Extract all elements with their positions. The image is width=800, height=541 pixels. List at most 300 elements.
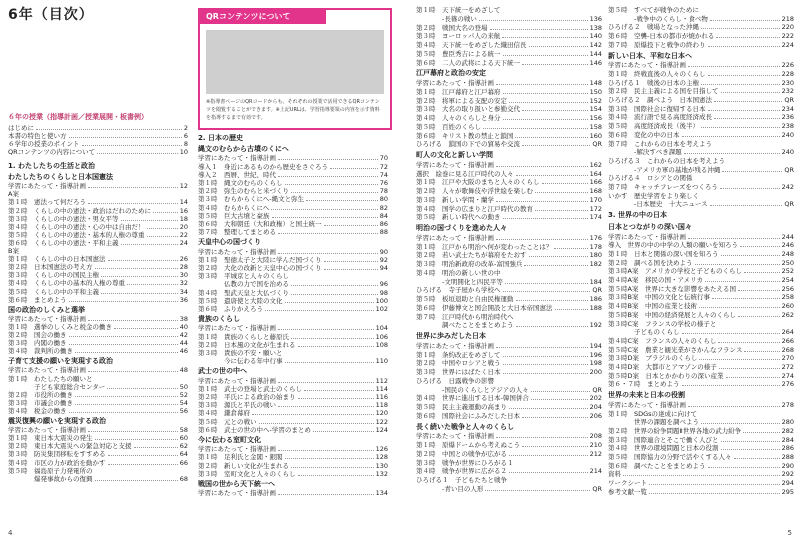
toc-entry-page: 28 — [179, 263, 188, 272]
toc-entry — [416, 24, 602, 32]
toc-entry — [198, 385, 388, 393]
toc-entry-page: 2 — [183, 124, 188, 132]
toc-entry — [416, 105, 602, 113]
leader-dots — [714, 113, 780, 119]
toc-entry — [8, 223, 188, 231]
toc-entry-title: ひろげる 寺子屋から学校へ — [416, 286, 501, 295]
toc-entry-title: 第５時D案 日本とかかわりの深い産業 — [608, 371, 724, 380]
toc-entry — [608, 285, 794, 293]
toc-entry-title: 第３時 大名の取り扱いと参勤交代 — [416, 105, 520, 114]
toc-entry-title: 第５時A案 世界に大きな影響をあたえる国 — [608, 284, 736, 293]
toc-entry-page: 54 — [179, 398, 188, 407]
toc-entry — [198, 163, 388, 171]
toc-entry-page: 162 — [589, 160, 602, 169]
toc-entry — [608, 259, 794, 267]
leader-dots — [259, 418, 374, 424]
toc-entry — [416, 170, 602, 178]
toc-entry-title: 第４時 裁判所の働き — [8, 347, 73, 356]
toc-entry — [608, 192, 794, 200]
leader-dots — [535, 205, 588, 211]
toc-entry-title: 第６時 国際社会にふみだした日本 — [416, 411, 520, 420]
toc-entry-title: 学習にあたって・指導計画 — [198, 445, 276, 454]
toc-entry — [416, 377, 602, 385]
leader-dots — [649, 488, 780, 494]
toc-entry-title: 第２時 戦国大名の登場 — [416, 23, 488, 32]
leader-dots — [682, 328, 780, 334]
toc-entry — [608, 6, 794, 14]
leader-dots — [285, 453, 374, 459]
leader-dots — [522, 140, 590, 146]
toc-entry-page: 176 — [589, 233, 602, 242]
toc-entry — [416, 450, 602, 458]
toc-entry-page: 168 — [589, 187, 602, 195]
leader-dots — [101, 271, 178, 277]
toc-entry-title: 第６時 まとめよう — [8, 295, 67, 304]
toc-entry-page: 196 — [589, 350, 602, 359]
toc-entry — [198, 341, 388, 349]
toc-entry-title: 第２時 若い武士たちが幕府をたおす — [416, 251, 527, 260]
toc-entry-page: 36 — [179, 295, 188, 304]
toc-entry — [8, 323, 188, 331]
toc-entry — [8, 263, 188, 271]
toc-entry-title: 第３時 平城京と人々のくらし — [198, 272, 289, 281]
toc-entry — [416, 234, 602, 242]
leader-dots — [271, 204, 377, 210]
toc-entry-page: 160 — [589, 131, 602, 140]
toc-entry-page: 294 — [781, 479, 794, 488]
toc-entry — [608, 293, 794, 301]
leader-dots — [95, 475, 178, 481]
leader-dots — [291, 280, 378, 286]
toc-entry-page: 90 — [379, 247, 388, 256]
toc-entry — [608, 96, 794, 104]
toc-entry — [8, 434, 188, 442]
qr-box-title: QRコンテンツについて — [200, 10, 326, 24]
leader-dots — [291, 333, 374, 339]
leader-dots — [699, 302, 780, 308]
toc-entry-title: 第１時 貴族のくらしと藤原氏 — [198, 332, 289, 341]
leader-dots — [522, 441, 588, 447]
toc-entry-page: 108 — [375, 340, 388, 349]
section-heading: 天皇中心の国づくり — [198, 238, 261, 247]
toc-entry-title: 本書の特色と使い方 — [8, 132, 67, 140]
leader-dots — [291, 187, 378, 193]
toc-entry — [608, 444, 794, 452]
toc-entry-title: 第２時 国会の働き — [8, 331, 67, 339]
toc-entry-title: 第５時 新しい時代への動き — [416, 213, 501, 222]
toc-entry-page: 252 — [781, 267, 794, 276]
toc-entry-page: 204 — [589, 403, 602, 411]
toc-entry-page: 222 — [781, 32, 794, 41]
toc-entry — [8, 407, 188, 415]
toc-entry — [608, 401, 794, 409]
toc-entry — [416, 123, 602, 131]
leader-dots — [278, 445, 374, 451]
toc-entry-page: 208 — [589, 432, 602, 441]
leader-dots — [542, 178, 588, 184]
toc-entry-page: 10 — [179, 148, 188, 156]
leader-dots — [721, 436, 780, 442]
toc-entry — [198, 409, 388, 417]
toc-entry-title: 爆発事故からの復興 — [8, 474, 93, 483]
toc-entry-page: 130 — [375, 461, 388, 470]
leader-dots — [108, 255, 178, 261]
leader-dots — [298, 393, 374, 399]
toc-entry-page: 158 — [589, 122, 602, 131]
toc-entry-title: 第４時A案 移民の国・アメリカ — [608, 276, 703, 284]
toc-entry — [416, 304, 602, 312]
toc-entry-title: 第３時 貴族の不安・願いと — [198, 349, 283, 357]
toc-entry-title: 第２時 調べる国を決めよう — [608, 258, 693, 267]
leader-dots — [688, 401, 780, 407]
toc-entry — [416, 114, 602, 122]
leader-dots — [716, 32, 779, 38]
page-number-left: 4 — [8, 529, 13, 537]
toc-entry — [8, 215, 188, 223]
toc-entry — [416, 394, 602, 402]
leader-dots — [509, 467, 588, 473]
section-heading: 明治の国づくりを進めた人々 — [416, 224, 507, 232]
leader-dots — [278, 489, 374, 495]
toc-entry-page: 262 — [781, 310, 794, 319]
section-heading: 2. 日本の歴史 — [198, 134, 243, 142]
toc-entry-page: 234 — [781, 104, 794, 113]
toc-entry-page: 260 — [781, 302, 794, 311]
toc-entry — [8, 315, 188, 323]
toc-entry — [416, 359, 602, 367]
toc-entry-title: ひろげる１ 戦後の日本の主権 — [608, 78, 699, 87]
toc-entry-page: 14 — [179, 198, 188, 207]
toc-entry-title: 第２時 大化の改新と天皇中心の国づくり — [198, 264, 322, 272]
toc-entry-title: 調べたことをまとめよう — [416, 321, 514, 330]
toc-entry-page: 98 — [379, 288, 388, 297]
toc-entry-title: 第７時 江戸時代から明治時代へ — [416, 312, 514, 321]
leader-dots — [272, 212, 378, 218]
leader-dots — [252, 409, 374, 415]
toc-entry-title: 第２時 民主主義による国を目指して — [608, 87, 719, 96]
toc-entry — [8, 279, 188, 287]
toc-entry-title: 学習にあたって・指導計画 — [608, 400, 686, 409]
toc-entry-page: 144 — [589, 49, 602, 58]
toc-entry — [416, 351, 602, 359]
toc-entry-title: 第３時 国際連合とそこで働く人びと — [608, 435, 719, 444]
toc-entry — [198, 204, 388, 212]
leader-dots — [304, 385, 374, 391]
leader-dots — [720, 183, 780, 189]
toc-entry-page: 226 — [781, 61, 794, 70]
leader-dots — [699, 354, 779, 360]
leader-dots — [734, 453, 780, 459]
toc-entry-page: 72 — [379, 162, 388, 171]
toc-entry — [608, 105, 794, 113]
toc-entry-title: 第３時 くらしの中の国民主権 — [8, 271, 99, 280]
toc-entry-title: はじめに — [8, 124, 34, 132]
toc-entry — [198, 228, 388, 236]
toc-entry — [608, 311, 794, 319]
toc-entry — [8, 288, 188, 296]
toc-entry-title: -文明開化と四民平等 — [416, 277, 503, 286]
toc-entry-page: 286 — [781, 444, 794, 453]
toc-entry — [608, 302, 794, 310]
toc-entry — [608, 41, 794, 49]
toc-entry — [198, 426, 388, 434]
toc-entry — [608, 328, 794, 336]
toc-entry-title: 第３時 世界にはばたく日本 — [416, 368, 501, 376]
toc-entry — [608, 470, 794, 478]
toc-entry-page: 116 — [375, 393, 388, 401]
leader-dots — [522, 105, 588, 111]
toc-entry-title: 第３時 戦争が世界にひろがる１ — [416, 458, 514, 467]
toc-entry — [608, 320, 794, 328]
toc-entry-page: 92 — [379, 255, 388, 264]
toc-entry — [608, 479, 794, 487]
toc-entry-page: 30 — [179, 271, 188, 280]
leader-dots — [695, 259, 780, 265]
leader-dots — [298, 470, 374, 476]
toc-entry-page: 228 — [781, 69, 794, 78]
leader-dots — [554, 243, 587, 249]
leader-dots — [744, 267, 780, 273]
leader-dots — [710, 15, 780, 21]
toc-entry-title: 第５時 元との戦い — [198, 417, 257, 426]
toc-entry-title: ６学年の授業のポイント — [8, 140, 80, 148]
toc-entry-title: 第３時 ヨーロッパ人の来航 — [416, 32, 501, 41]
qr-info-box — [198, 8, 392, 130]
leader-dots — [509, 450, 588, 456]
toc-entry — [8, 375, 188, 383]
section-heading: 震災復興の願いを実現する政治 — [8, 417, 106, 425]
toc-entry — [608, 410, 794, 418]
leader-dots — [88, 182, 178, 188]
toc-entry-page: 62 — [179, 442, 188, 451]
qr-box-note: ※指導書ページのQRコードからも、それぞれの授業で活用できるQRコンテンツを閲覧することができます。※上記URLは、学習指導要領の内容を示す資料を指導するまで有効です。 — [206, 99, 380, 121]
toc-entry-title: ひろげる４ ロシアとの関係 — [608, 174, 693, 183]
toc-entry — [608, 354, 794, 362]
toc-entry-title: 第３時 市議会の働き — [8, 398, 73, 407]
leader-dots — [722, 166, 782, 172]
leader-dots — [285, 357, 374, 363]
toc-entry — [198, 256, 388, 264]
toc-entry-page: 170 — [589, 195, 602, 204]
toc-entry — [198, 418, 388, 426]
toc-entry-title: 第５時 民主主義運動の高まり — [416, 403, 507, 411]
section-heading: 江戸幕府と政治の安定 — [416, 69, 486, 78]
toc-entry-page: 206 — [589, 411, 602, 420]
toc-entry-title: 第７時 キャッチフレーズをつくろう — [608, 183, 718, 191]
toc-entry-title: 第４時 世界に進出する日本-韓国併合 — [416, 394, 529, 403]
toc-entry-page: 136 — [589, 14, 602, 23]
toc-entry-page: 240 — [781, 148, 794, 157]
toc-entry — [416, 459, 602, 467]
toc-entry-title: 第４時B案 中国の産業と技術 — [608, 302, 697, 311]
leader-dots — [503, 114, 588, 120]
toc-entry-title: 第３時B案 中国の文化と伝統行事 — [608, 293, 710, 302]
toc-entry-page: 268 — [781, 345, 794, 354]
toc-entry-page: 166 — [589, 178, 602, 187]
leader-dots — [701, 79, 780, 85]
leader-dots — [515, 132, 587, 138]
leader-dots — [496, 234, 588, 240]
section-heading: 貴族のくらし — [198, 315, 240, 324]
toc-entry-title: 第１時 日本と関係の深い国を知ろう — [608, 249, 719, 258]
toc-entry — [198, 171, 388, 179]
toc-entry-title: 第３時C案 フランスの学校の様子と — [608, 319, 717, 328]
toc-entry-page: 24 — [179, 238, 188, 247]
toc-entry-title: 第３時 くらしの中の憲法・男女平等 — [8, 214, 119, 223]
leader-dots — [516, 170, 588, 176]
section-header: ６年の授業（指導計画／授業展開・板書例） — [8, 113, 148, 121]
toc-entry — [608, 337, 794, 345]
toc-entry — [416, 313, 602, 321]
leader-dots — [509, 97, 588, 103]
toc-entry-page: 264 — [781, 328, 794, 337]
leader-dots — [121, 239, 178, 245]
toc-entry-title: 第６時 武士の世の中へ-学習のまとめ — [198, 425, 311, 434]
toc-entry — [608, 15, 794, 23]
toc-entry — [8, 391, 188, 399]
toc-entry-title: -国民のくらしとアジアの人々 — [416, 385, 529, 394]
toc-entry-title: 学習にあたって・指導計画 — [416, 432, 494, 441]
toc-entry-title: 第１時 わたしたちの願いと — [8, 374, 93, 383]
toc-entry — [198, 393, 388, 401]
toc-entry — [198, 297, 388, 305]
leader-dots — [88, 426, 178, 432]
toc-entry — [608, 453, 794, 461]
toc-entry-title: 第１時 選挙のしくみと税金の働き — [8, 322, 112, 331]
toc-entry-page: 280 — [781, 418, 794, 427]
toc-entry-title: 第３時 むらからくにへ-縄文と弥生 — [198, 195, 305, 204]
toc-entry-title: 学習にあたって・指導計画 — [416, 160, 494, 169]
leader-dots — [313, 426, 374, 432]
toc-entry — [198, 220, 388, 228]
leader-dots — [107, 383, 177, 389]
toc-entry-page: 84 — [379, 211, 388, 220]
leader-dots — [265, 305, 374, 311]
leader-dots — [324, 256, 378, 262]
leader-dots — [496, 79, 588, 85]
leader-dots — [726, 372, 780, 378]
toc-entry-title: 第２時 中国との戦争が広がる — [416, 449, 507, 458]
toc-entry — [198, 349, 388, 357]
toc-entry-page: 244 — [781, 232, 794, 241]
toc-entry-page: 86 — [379, 220, 388, 228]
toc-entry-title: 学習にあたって・指導計画 — [8, 366, 86, 375]
toc-entry — [8, 426, 188, 434]
toc-entry-page: 230 — [781, 78, 794, 87]
section-heading: 今に伝わる室町文化 — [198, 436, 261, 444]
toc-entry — [198, 212, 388, 220]
leader-dots — [701, 418, 780, 424]
toc-entry — [608, 148, 794, 156]
toc-entry-page: 250 — [781, 258, 794, 267]
toc-entry — [198, 462, 388, 470]
toc-entry — [608, 380, 794, 388]
toc-entry — [198, 289, 388, 297]
toc-entry-page: 46 — [179, 347, 188, 356]
leader-dots — [714, 96, 782, 102]
toc-entry — [416, 6, 602, 14]
toc-entry-title: 学習にあたって・指導計画 — [608, 232, 686, 241]
leader-dots — [623, 470, 780, 476]
toc-entry — [608, 32, 794, 40]
toc-entry — [608, 70, 794, 78]
toc-entry-title: 第１時 江戸から明治へ何が変わったことは？ — [416, 242, 553, 251]
toc-entry-title: 第２時 将軍による支配の安定 — [416, 96, 507, 105]
toc-entry-page: 220 — [781, 23, 794, 32]
section-heading: 子育て支援の願いを実現する政治 — [8, 357, 113, 366]
leader-dots — [688, 233, 780, 239]
toc-entry-page: 32 — [179, 279, 188, 288]
toc-entry — [608, 276, 794, 284]
toc-entry-page: 58 — [179, 426, 188, 435]
leader-dots — [708, 41, 780, 47]
toc-entry-title: 子どものくらし — [608, 328, 680, 337]
toc-entry — [608, 346, 794, 354]
toc-entry-title: 学習にあたって・指導計画 — [8, 182, 86, 191]
section-heading: 新しい日本、平和な日本へ — [608, 51, 692, 60]
toc-entry — [8, 399, 188, 407]
leader-dots — [743, 427, 779, 433]
toc-entry-title: 第５時 巨大古墳と豪族 — [198, 211, 270, 220]
toc-entry — [416, 132, 602, 140]
leader-dots — [285, 297, 374, 303]
toc-entry-title: 学習にあたって・指導計画 — [198, 247, 276, 256]
toc-entry-title: 子ども家庭総合センター — [8, 382, 106, 391]
toc-entry-title: 第４時 くらしの中の基本的人権の尊重 — [8, 279, 125, 288]
toc-entry-title: 第１時 足利氏と金閣・銀閣 — [198, 453, 283, 462]
toc-entry-title: 第１時 江戸幕府と江戸幕府 — [416, 87, 501, 96]
leader-dots — [718, 337, 779, 343]
toc-entry-title: 第６時 空襲-日本の都市が焼かれる — [608, 32, 715, 41]
section-heading: 世界の未来と日本の役割 — [608, 391, 685, 400]
leader-dots — [97, 148, 178, 154]
leader-dots — [101, 288, 178, 294]
toc-entry-page: 246 — [781, 241, 794, 250]
toc-entry-title: 学習にあたって・指導計画 — [198, 154, 276, 163]
leader-dots — [278, 228, 378, 234]
toc-entry — [198, 401, 388, 409]
leader-dots — [324, 220, 378, 226]
toc-entry-page: 102 — [375, 305, 388, 313]
toc-entry-title: 第３時 新しい学問・蘭学 — [416, 195, 494, 204]
toc-entry-page: 56 — [179, 406, 188, 415]
leader-dots — [503, 368, 588, 374]
toc-entry-title: 第１時 縄文のむらのくらし — [198, 179, 283, 187]
toc-entry — [8, 124, 188, 132]
toc-entry-page: 80 — [379, 195, 388, 204]
section-heading: 1. わたしたちの生活と政治 — [8, 162, 95, 170]
leader-dots — [496, 196, 588, 202]
toc-entry-title: 第６時 調べたことをまとめよう — [608, 461, 706, 470]
toc-entry-page: 16 — [179, 206, 188, 215]
toc-entry-page: 106 — [375, 332, 388, 341]
toc-entry — [416, 441, 602, 449]
toc-entry-title: ひろげる２ 戦場となった沖縄 — [608, 23, 699, 32]
toc-entry-page: 192 — [589, 321, 602, 330]
toc-entry-page: 140 — [589, 32, 602, 41]
toc-entry-page: 178 — [589, 242, 602, 251]
leader-dots — [69, 331, 178, 337]
toc-entry-page: 6 — [183, 132, 188, 140]
toc-entry-page: 254 — [781, 276, 794, 284]
section-heading: 世界に歩みだした日本 — [416, 332, 486, 340]
leader-dots — [36, 124, 182, 130]
toc-entry — [416, 321, 602, 329]
leader-dots — [531, 394, 588, 400]
toc-entry — [8, 450, 188, 458]
toc-entry-title: 第４時 鎌倉幕府 — [198, 409, 250, 418]
leader-dots — [121, 215, 178, 221]
